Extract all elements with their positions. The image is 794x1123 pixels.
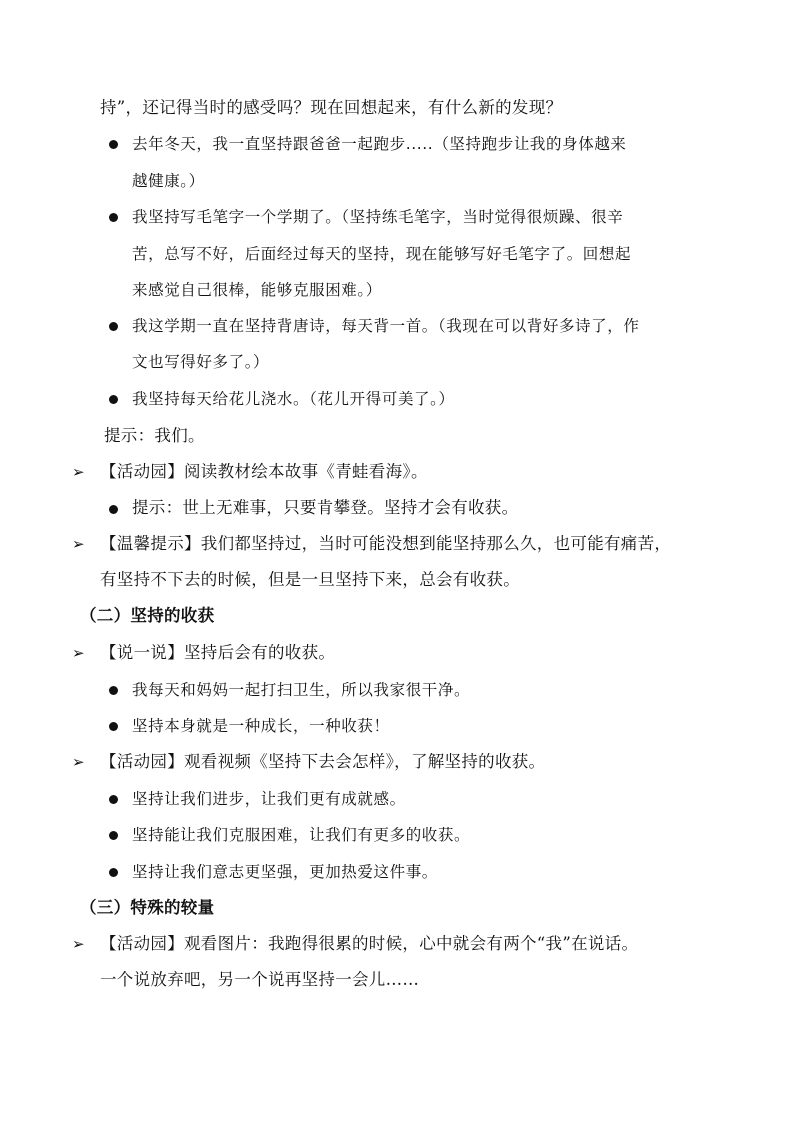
list-item: 我每天和妈妈一起打扫卫生，所以我家很干净。	[132, 681, 471, 699]
arrow-icon: ➢	[72, 935, 85, 953]
list-item: 坚持能让我们克服困难，让我们有更多的收获。	[132, 826, 471, 844]
text-line: 持”，还记得当时的感受吗？现在回想起来，有什么新的发现？	[100, 98, 563, 117]
bullet-icon	[109, 831, 118, 840]
hint-text: 提示：我们。	[104, 426, 205, 445]
bullet-icon	[109, 213, 118, 222]
bullet-icon	[109, 868, 118, 877]
bullet-icon	[109, 722, 118, 731]
bullet-icon	[109, 686, 118, 695]
bullet-icon	[109, 140, 118, 149]
list-item-continued: 来感觉自己很棒，能够克服困难。）	[132, 281, 382, 299]
list-item: 提示：世上无难事，只要肯攀登。坚持才会有收获。	[132, 498, 519, 517]
list-item-continued: 文也写得好多了。）	[132, 353, 270, 371]
list-item: 我坚持每天给花儿浇水。（花儿开得可美了。）	[132, 390, 455, 408]
activity-item: 【活动园】观看视频《坚持下去会怎样》，了解坚持的收获。	[100, 752, 546, 771]
bullet-icon	[109, 795, 118, 804]
list-item: 去年冬天，我一直坚持跟爸爸一起跑步.....（坚持跑步让我的身体越来	[132, 135, 627, 153]
arrow-icon: ➢	[72, 463, 85, 481]
arrow-icon: ➢	[72, 753, 85, 771]
bullet-icon	[109, 322, 118, 331]
activity-item: 【活动园】阅读教材绘本故事《青蛙看海》。	[100, 462, 428, 481]
section-heading: （二）坚持的收获	[80, 606, 215, 625]
activity-item: 【说一说】坚持后会有的收获。	[100, 643, 336, 662]
list-item: 我这学期一直在坚持背唐诗，每天背一首。（我现在可以背好多诗了，作	[132, 317, 640, 335]
bullet-icon	[109, 505, 118, 514]
list-item: 坚持让我们意志更坚强，更加热爱这件事。	[132, 863, 438, 881]
activity-item: 【活动园】观看图片：我跑得很累的时候，心中就会有两个“我”在说话。	[100, 934, 639, 953]
arrow-icon: ➢	[72, 535, 85, 553]
activity-item: 【温馨提示】我们都坚持过，当时可能没想到能坚持那么久，也可能有痛苦，	[100, 534, 672, 553]
activity-item-continued: 一个说放弃吧，另一个说再坚持一会儿……	[100, 970, 420, 989]
list-item-continued: 越健康。）	[132, 172, 205, 190]
list-item: 坚持让我们进步，让我们更有成就感。	[132, 790, 406, 808]
list-item: 我坚持写毛笔字一个学期了。（坚持练毛笔字，当时觉得很烦躁、很辛	[132, 208, 624, 226]
list-item-continued: 苦，总写不好，后面经过每天的坚持，现在能够写好毛笔字了。回想起	[132, 245, 632, 263]
list-item: 坚持本身就是一种成长，一种收获！	[132, 717, 390, 735]
arrow-icon: ➢	[72, 644, 85, 662]
activity-item-continued: 有坚持不下去的时候，但是一旦坚持下来，总会有收获。	[100, 570, 520, 589]
section-heading: （三）特殊的较量	[80, 898, 215, 917]
bullet-icon	[109, 395, 118, 404]
